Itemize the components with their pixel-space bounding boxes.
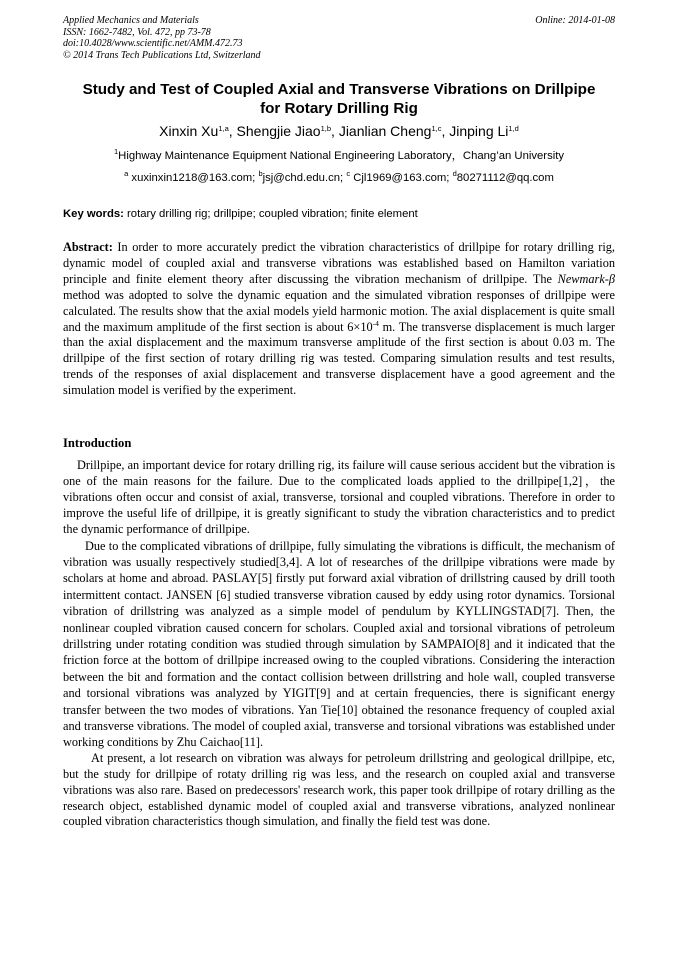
affiliation-text: Highway Maintenance Equipment National Engineering Laboratory，Chang’an University <box>118 150 565 162</box>
email-sup: b <box>258 169 263 178</box>
author-sup: 1,a <box>218 124 229 133</box>
abstract-text: m. The transverse displacement is much larger than the axial displacement and the maximum transverse amplitude of the first section is about 0.03 m. The drillpipe of the first section of rotary drilling rig was tested. Comparing simulation results and test results, trends of the responses of axial displacement and transverse displacement have a good agreement and the simulation model is verified by the experiment. <box>63 319 615 398</box>
email-sup: c <box>346 169 351 178</box>
author-name: Jianlian Cheng <box>338 123 432 139</box>
doi-line: doi:10.4028/www.scientific.net/AMM.472.73 <box>63 38 243 50</box>
introduction-body <box>63 458 615 830</box>
abstract-text: In order to more accurately predict the vibration characteristics of drillpipe for rotary drilling rig, dynamic model of coupled axial and transverse vibrations was established based on Hamilton variation principle and finite element theory after discussing the vibration mechanism of drillpipe. The <box>63 240 615 286</box>
abstract-label: Abstract: <box>63 240 113 254</box>
issn-line: ISSN: 1662-7482, Vol. 472, pp 73-78 <box>63 26 211 38</box>
abstract-exponent: -4 <box>372 318 379 328</box>
author-name: Jinping Li <box>449 123 509 139</box>
email-address: jsj@chd.edu.cn; <box>262 172 347 184</box>
abstract-method: Newmark-β <box>557 271 615 286</box>
section-heading-introduction: Introduction <box>63 436 132 450</box>
journal-name: Applied Mechanics and Materials <box>63 15 199 26</box>
affiliation-sup: 1 <box>113 147 119 156</box>
author-name: Xinxin Xu <box>159 123 219 139</box>
email-list <box>40 171 638 186</box>
paper-title <box>40 80 638 118</box>
email-address: 80271112@qq.com <box>456 172 554 184</box>
keywords <box>63 207 615 222</box>
paragraph: Due to the complicated vibrations of drillpipe, fully simulating the vibrations is difficult, the mechanism of vibration was usually respectively studied[3,4]. A lot of researches of the drillpipe vibrations were made by scholars at home and abroad. PASLAY[5] firstly put forward axial vibration of drillstring caused by drill tooth intermittent contact. JANSEN [6] studied transverse vibration caused by eddy using rotor dynamics. Torsional vibration of drillstring was analyzed as a simple model of pendulum by KYLLINGSTAD[7]. Then, the nonlinear coupled vibration caused concern for scholars. Coupled axial and torsional vibrations of petroleum drillstring under rotating condition was studied through simulation by SAMPAIO[8] and it indicated that the friction force at the bottom of drillpipe increased owing to the coupled vibrations. Considering the interaction between the bit and formation and the contact collision between drillstring and hole wall, coupled transverse and torsional vibrations was analyzed by YIGIT[9] and at certain frequencies, there is significant energy transfer between the two modes of vibrations. Yan Tie[10] obtained the resonance frequency of coupled axial and transverse vibrations. The model of coupled axial, transverse and torsional vibrations was established under working conditions by Zhu Caichao[11]. <box>63 538 615 750</box>
affiliation <box>40 149 638 164</box>
author-sep: , <box>441 123 450 139</box>
author-name: Shengjie Jiao <box>236 123 321 139</box>
email-address: xuxinxin1218@163.com; <box>128 172 259 184</box>
keywords-text: rotary drilling rig; drillpipe; coupled vibration; finite element <box>123 208 418 220</box>
author-sup: 1,b <box>320 124 332 133</box>
keywords-label: Key words: <box>63 208 124 220</box>
author-list <box>40 122 638 140</box>
title-line-1: Study and Test of Coupled Axial and Transverse Vibrations on Drillpipe <box>82 81 596 98</box>
email-address: Cjl1969@163.com; <box>350 172 453 184</box>
abstract-text: method was adopted to solve the dynamic equation and the simulated vibration responses of drillpipe were calculated. The results show that the axial models yield harmonic motion. The axial displacement is quite small and the maximum amplitude of the first section is about 6×10 <box>63 287 615 334</box>
email-sup: a <box>124 169 129 178</box>
author-sep: , <box>331 123 339 139</box>
paragraph: At present, a lot research on vibration was always for petroleum drillstring and geological drillpipe, etc, but the study for drillpipe of rotaty drilling rig was less, and the research on coupled axial and transverse vibrations was also rare. Based on predecessors' research work, this paper took drillpipe of rotary drilling as the research object, established dynamic model of coupled axial and transverse vibrations, analyzed nonlinear coupled vibration characteristics though simulation, and finally the field test was done. <box>63 750 615 829</box>
author-sup: 1,c <box>431 124 442 133</box>
copyright-line: © 2014 Trans Tech Publications Ltd, Switzerland <box>63 49 261 61</box>
online-date: Online: 2014-01-08 <box>535 15 615 26</box>
author-sep: , <box>228 123 237 139</box>
publication-metadata <box>63 15 615 61</box>
email-sup: d <box>452 169 457 178</box>
title-line-2: for Rotary Drilling Rig <box>260 100 418 117</box>
paragraph: Drillpipe, an important device for rotary drilling rig, its failure will cause serious accident but the vibration is one of the main reasons for the failure. Due to the complicated loads applied to the drillpipe[1,2]，the vibrations often occur and consist of axial, transverse, torsional and coupled vibrations. Therefore in order to improve the useful life of drillpipe, it is greatly significant to study the vibration characteristics and to predict the dynamic performance of drillpipe. <box>63 458 615 536</box>
author-sup: 1,d <box>508 124 519 133</box>
abstract <box>63 240 615 399</box>
